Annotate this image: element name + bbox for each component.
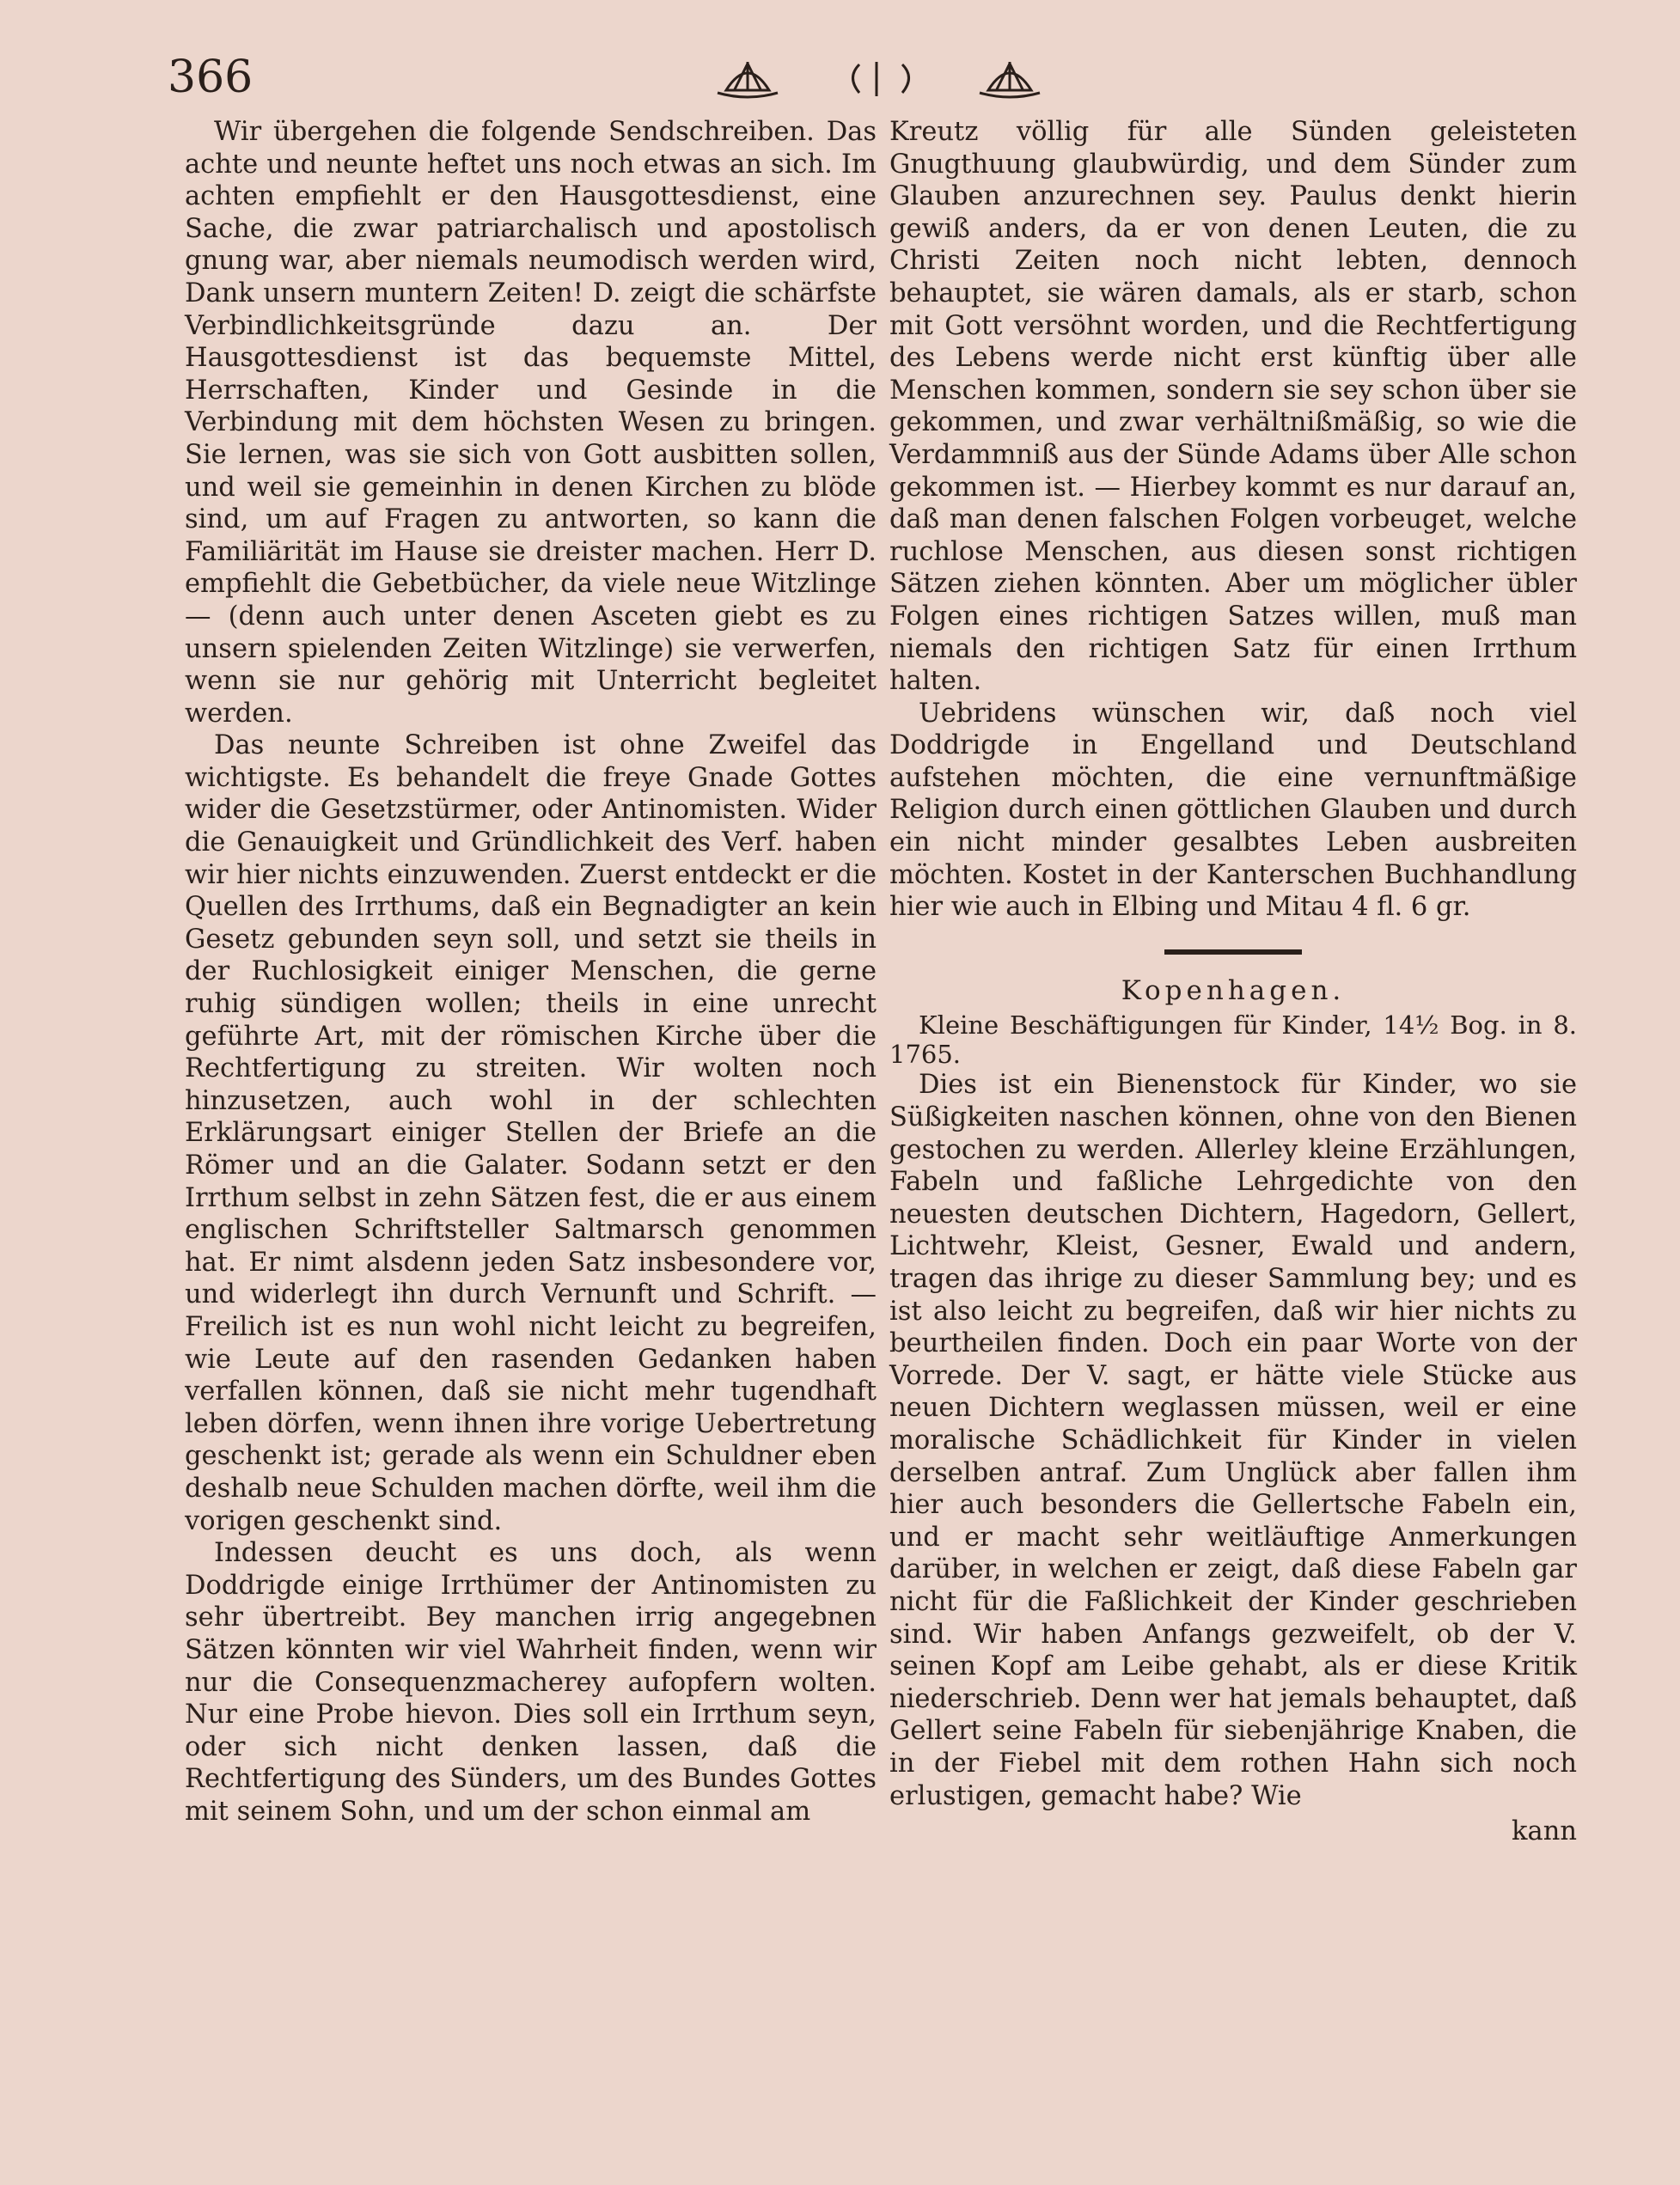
paragraph-continuation: Kreutz völlig für alle Sünden geleisteten Gnugthuung glaubwürdig, und dem Sünder zum Glauben anzurechnen sey. Paulus denkt hierin gewiß anders, da er von denen Leuten, die zu Christi Zeiten noch nicht lebten, dennoch behauptet, sie wären damals, als er starb, schon mit Gott versöhnt worden, und die Rechtfertigung des Lebens werde nicht erst künftig über alle Menschen kommen, sondern sie sey schon über sie gekommen, und zwar verhältnißmäßig, so wie die Verdammniß aus der Sünde Adams über Alle schon gekommen ist. — Hierbey kommt es nur darauf an, daß man denen falschen Folgen vorbeuget, welche ruchlose Menschen, aus diesen sonst richtigen Sätzen ziehen könnten. Aber um möglicher übler Folgen eines richtigen Satzes willen, muß man niemals den richtigen Satz für einen Irrthum halten. [889,117,1577,697]
left-column [185,116,877,1828]
paragraph-review: Dies ist ein Bienenstock für Kinder, wo sie Süßigkeiten naschen können, ohne von den Bienen gestochen zu werden. Allerley kleine Erzählungen, Fabeln und faßliche Lehrgedichte von den neuesten deutschen Dichtern, Hagedorn, Gellert, Lichtwehr, Kleist, Gesner, Ewald und andern, tragen das ihrige zu dieser Sammlung bey; und es ist also leicht zu begreifen, daß wir hier nichts zu beurtheilen finden. Doch ein paar Worte von der Vorrede. Der V. sagt, er hätte viele Stücke aus neuen Dichtern weglassen müssen, weil er eine moralische Schädlichkeit für Kinder in vielen derselben antraf. Zum Unglück aber fallen ihm hier auch besonders die Gellertsche Fabeln ein, und er macht sehr weitläuftige Anmerkungen darüber, in welchen er zeigt, daß diese Fabeln gar nicht für die Faßlichkeit der Kinder geschrieben sind. Wir haben Anfangs gezweifelt, ob der V. seinen Kopf am Leibe gehabt, als er diese Kritik niederschrieb. Denn wer hat jemals behauptet, daß Gellert seine Fabeln für siebenjährige Knaben, die in der Fiebel mit dem rothen Hahn sich noch erlustigen, gemacht habe? Wie [889,1070,1577,1811]
right-column [889,116,1577,1848]
review-title: Kleine Beschäftigungen für Kinder, 14½ Bog. in 8. 1765. [889,1010,1577,1070]
shell-divider-ornament-icon [700,52,1061,103]
paragraph-neunte-schreiben: Das neunte Schreiben ist ohne Zweifel das wichtigste. Es behandelt die freye Gnade Gottes wider die Gesetzstürmer, oder Antinomisten. Wider die Genauigkeit und Gründlichkeit des Verf. haben wir hier nichts einzuwenden. Zuerst entdeckt er die Quellen des Irrthums, daß ein Begnadigter an kein Gesetz gebunden seyn soll, und setzt sie theils in der Ruchlosigkeit einiger Menschen, die gerne ruhig sündigen wollen; theils in eine unrecht geführte Art, mit der römischen Kirche über die Rechtfertigung zu streiten. Wir wolten noch hinzusetzen, auch wohl in der schlechten Erklärungsart einiger Stellen der Briefe an die Römer und an die Galater. Sodann setzt er den Irrthum selbst in zehn Sätzen fest, die er aus einem englischen Schriftsteller Saltmarsch genommen hat. Er nimt alsdenn jeden Satz insbesondere vor, und widerlegt ihn durch Vernunft und Schrift. — Freilich ist es nun wohl nicht leicht zu begreifen, wie Leute auf den rasenden Gedanken haben verfallen können, daß sie nicht mehr tugendhaft leben dörfen, wenn ihnen ihre vorige Uebertretung geschenkt ist; gerade als wenn ein Schuldner eben deshalb neue Schulden machen dörfte, weil ihm die vorigen geschenkt sind. [185,730,877,1536]
paragraph-indessen: Indessen deucht es uns doch, als wenn Doddrigde einige Irrthümer der Antinomisten zu sehr übertreibt. Bey manchen irrig angegebnen Sätzen könnten wir viel Wahrheit finden, wenn wir nur die Consequenzmacherey aufopfern wolten. Nur eine Probe hievon. Dies soll ein Irrthum seyn, oder sich nicht denken lassen, daß die Rechtfertigung des Sünders, um des Bundes Gottes mit seinem Sohn, und um der schon einmal am [185,1538,877,1827]
paragraph-sendschreiben: Wir übergehen die folgende Sendschreiben. Das achte und neunte heftet uns noch etwas an sich. Im achten empfiehlt er den Hausgottesdienst, eine Sache, die zwar patriarchalisch und apostolisch gnung war, aber niemals neumodisch werden wird, Dank unsern muntern Zeiten! D. zeigt die schärfste Verbindlichkeitsgründe dazu an. Der Hausgottesdienst ist das bequemste Mittel, Herrschaften, Kinder und Gesinde in die Verbindung mit dem höchsten Wesen zu bringen. Sie lernen, was sie sich von Gott ausbitten sollen, und weil sie gemeinhin in denen Kirchen zu blöde sind, um auf Fragen zu antworten, so kann die Familiärität im Hause sie dreister machen. Herr D. empfiehlt die Gebetbücher, da viele neue Witzlinge — (denn auch unter denen Asceten giebt es zu unsern spielenden Zeiten Witzlinge) sie verwerfen, wenn sie nur gehörig mit Unterricht begleitet werden. [185,117,877,729]
paragraph-closing: Uebridens wünschen wir, daß noch viel Doddrigde in Engelland und Deutschland aufstehen möchten, die eine vernunftmäßige Religion durch einen göttlichen Glauben und durch ein nicht minder gesalbtes Leben ausbreiten möchten. Kostet in der Kanterschen Buchhandlung hier wie auch in Elbing und Mitau 4 fl. 6 gr. [889,698,1577,923]
catchword: kann [1512,1816,1577,1847]
page-header [168,47,1577,107]
section-divider [1164,949,1302,955]
page-number: 366 [168,52,254,103]
section-heading: Kopenhagen. [1121,974,1346,1006]
